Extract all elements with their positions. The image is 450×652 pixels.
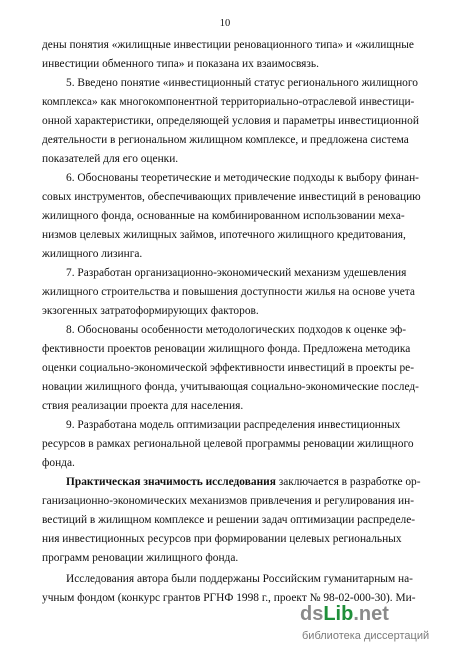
text-line: 7. Разработан организационно-экономический механизм удешевления bbox=[66, 267, 407, 279]
text-line: жилищного лизинга. bbox=[42, 248, 143, 260]
text-line: новации жилищного фонда, учитывающая социально-экономические послед- bbox=[42, 381, 419, 393]
text-line bbox=[66, 475, 421, 489]
text-line: низмов целевых жилищных займов, ипотечного жилищного кредитования, bbox=[42, 229, 406, 241]
text-line: совых инструментов, обеспечивающих привлечение инвестиций в реновацию bbox=[42, 191, 421, 203]
text-line: инвестиции обменного типа» и показана их взаимосвязь. bbox=[42, 58, 319, 70]
text-line: оценки социально-экономической эффективности инвестиций в проекты ре- bbox=[42, 362, 414, 374]
text-line: ния инвестиционных ресурсов при формировании целевых региональных bbox=[42, 533, 402, 545]
text-line: дены понятия «жилищные инвестиции реновационного типа» и «жилищные bbox=[42, 39, 414, 51]
text-line: экзогенных затратоформирующих факторов. bbox=[42, 305, 259, 317]
text-line: Исследования автора были поддержаны Российским гуманитарным на- bbox=[66, 573, 413, 585]
text-line: учным фондом (конкурс грантов РГНФ 1998 г., проект № 98-02-000-30). Ми- bbox=[42, 592, 416, 604]
text-line: показателей для его оценки. bbox=[42, 153, 179, 165]
text-line: деятельности в региональном жилищном комплексе, и предложена система bbox=[42, 134, 409, 146]
text-line: 9. Разработана модель оптимизации распределения инвестиционных bbox=[66, 419, 401, 431]
text-line: комплекса» как многокомпонентной территориально-отраслевой инвестици- bbox=[42, 96, 415, 108]
text-line: ресурсов в рамках региональной целевой программы реновации жилищного bbox=[42, 438, 414, 450]
text-line: ствия реализации проекта для населения. bbox=[42, 400, 244, 412]
text-line: 8. Обоснованы особенности методологических подходов к оценке эф- bbox=[66, 324, 407, 336]
text-line: фективности проектов реновации жилищного фонда. Предложена методика bbox=[42, 343, 411, 355]
text-line: онной характеристики, определяющей условия и параметры инвестиционной bbox=[42, 115, 419, 127]
watermark-logo: dsLib.net bbox=[300, 603, 389, 625]
text-line: жилищного фонда, основанные на комбинированном использовании меха- bbox=[42, 210, 405, 222]
text-line: 6. Обоснованы теоретические и методические подходы к выбору финан- bbox=[66, 172, 419, 184]
text-line: фонда. bbox=[42, 457, 75, 469]
text-line: жилищного строительства и повышения доступности жилья на основе учета bbox=[42, 286, 415, 298]
bold-lead: Практическая значимость исследования bbox=[66, 476, 276, 488]
watermark-subtitle: библиотека диссертаций bbox=[302, 630, 430, 642]
text-line: 5. Введено понятие «инвестиционный статус регионального жилищного bbox=[66, 77, 418, 89]
text-line: вестиций в жилищном комплексе и решении задач оптимизации распределе- bbox=[42, 514, 416, 526]
text-line: программ реновации жилищного фонда. bbox=[42, 552, 239, 564]
page-number: 10 bbox=[219, 18, 231, 29]
text-line: ганизационно-экономических механизмов привлечения и регулирования ин- bbox=[42, 495, 415, 507]
text-line-rest: заключается в разработке ор- bbox=[278, 476, 421, 488]
watermark bbox=[300, 603, 445, 647]
